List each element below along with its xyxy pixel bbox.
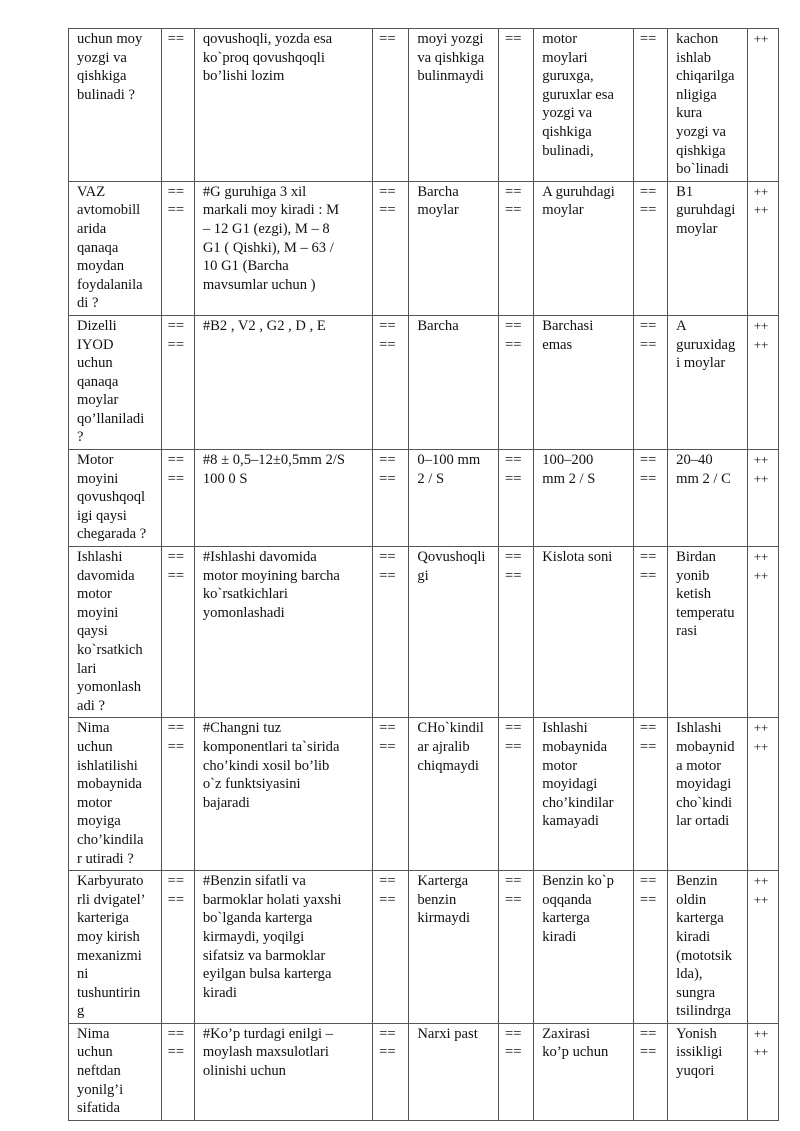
alternative-answer-cell: Barcha [409, 315, 499, 449]
marker-cell: ++ ++ [747, 547, 778, 718]
table-row [69, 29, 779, 182]
separator-cell: == == [373, 1023, 409, 1120]
marker-cell: ++ ++ [747, 1023, 778, 1120]
separator-cell: == [498, 29, 533, 182]
table-row [69, 450, 779, 547]
separator-cell: == == [161, 718, 194, 871]
question-cell: Ishlashi davomida motor moyini qaysi ko`rsatkich lari yomonlash adi ? [69, 547, 162, 718]
alternative-answer-cell: Qovushoqli gi [409, 547, 499, 718]
separator-cell: == == [161, 315, 194, 449]
separator-cell: == == [633, 871, 667, 1024]
question-cell: Karbyurato rli dvigatel’ karteriga moy kirish mexanizmi ni tushuntirin g [69, 871, 162, 1024]
marker-cell: ++ [747, 29, 778, 182]
separator-cell: == [161, 29, 194, 182]
alternative-answer-cell: Ishlashi mobaynida motor moyidagi cho’kindilar kamayadi [534, 718, 634, 871]
question-cell: Nima uchun ishlatilishi mobaynida motor moyiga cho’kindila r utiradi ? [69, 718, 162, 871]
alternative-answer-cell: Ishlashi mobaynid a motor moyidagi cho`kindi lar ortadi [668, 718, 748, 871]
separator-cell: == == [633, 1023, 667, 1120]
correct-answer-cell: #Benzin sifatli va barmoklar holati yaxshi bo`lganda karterga kirmaydi, yoqilgi sifatsiz va barmoklar eyilgan bulsa karterga kiradi [194, 871, 372, 1024]
alternative-answer-cell: Barchasi emas [534, 315, 634, 449]
correct-answer-cell: #Changni tuz komponentlari ta`sirida cho’kindi xosil bo’lib o`z funktsiyasini bajaradi [194, 718, 372, 871]
separator-cell: == == [161, 547, 194, 718]
alternative-answer-cell: motor moylari guruxga, guruxlar esa yozgi va qishkiga bulinadi, [534, 29, 634, 182]
correct-answer-cell: qovushoqli, yozda esa ko`proq qovushqoqli bo’lishi lozim [194, 29, 372, 182]
marker-cell: ++ ++ [747, 718, 778, 871]
question-cell: uchun moy yozgi va qishkiga bulinadi ? [69, 29, 162, 182]
separator-cell: == [373, 29, 409, 182]
correct-answer-cell: #B2 , V2 , G2 , D , E [194, 315, 372, 449]
separator-cell: == == [161, 181, 194, 315]
alternative-answer-cell: Karterga benzin kirmaydi [409, 871, 499, 1024]
separator-cell: == == [373, 450, 409, 547]
question-cell: Dizelli IYOD uchun qanaqa moylar qo’llaniladi ? [69, 315, 162, 449]
separator-cell: == == [373, 547, 409, 718]
table-row [69, 871, 779, 1024]
separator-cell: == == [161, 450, 194, 547]
marker-cell: ++ ++ [747, 450, 778, 547]
alternative-answer-cell: 100–200 mm 2 / S [534, 450, 634, 547]
separator-cell: == [633, 29, 667, 182]
alternative-answer-cell: A guruhdagi moylar [534, 181, 634, 315]
alternative-answer-cell: CHo`kindil ar ajralib chiqmaydi [409, 718, 499, 871]
table-body [69, 29, 779, 1121]
marker-cell: ++ ++ [747, 871, 778, 1024]
alternative-answer-cell: moyi yozgi va qishkiga bulinmaydi [409, 29, 499, 182]
alternative-answer-cell: Zaxirasi ko’p uchun [534, 1023, 634, 1120]
alternative-answer-cell: Barcha moylar [409, 181, 499, 315]
alternative-answer-cell: B1 guruhdagi moylar [668, 181, 748, 315]
alternative-answer-cell: kachon ishlab chiqarilga nligiga kura yozgi va qishkiga bo`linadi [668, 29, 748, 182]
separator-cell: == == [498, 450, 533, 547]
alternative-answer-cell: Benzin ko`p oqqanda karterga kiradi [534, 871, 634, 1024]
separator-cell: == == [498, 718, 533, 871]
alternative-answer-cell: Kislota soni [534, 547, 634, 718]
separator-cell: == == [498, 315, 533, 449]
separator-cell: == == [633, 450, 667, 547]
correct-answer-cell: #G guruhiga 3 xil markali moy kiradi : M – 12 G1 (ezgi), M – 8 G1 ( Qishki), M – 63 / 10 G1 (Barcha mavsumlar uchun ) [194, 181, 372, 315]
table-row [69, 1023, 779, 1120]
separator-cell: == == [633, 547, 667, 718]
test-questions-table [68, 28, 779, 1121]
table-row [69, 315, 779, 449]
separator-cell: == == [373, 315, 409, 449]
separator-cell: == == [498, 547, 533, 718]
separator-cell: == == [161, 871, 194, 1024]
alternative-answer-cell: A guruxidag i moylar [668, 315, 748, 449]
separator-cell: == == [498, 181, 533, 315]
separator-cell: == == [161, 1023, 194, 1120]
correct-answer-cell: #Ishlashi davomida motor moyining barcha ko`rsatkichlari yomonlashadi [194, 547, 372, 718]
alternative-answer-cell: Benzin oldin karterga kiradi (mototsik lda), sungra tsilindrga [668, 871, 748, 1024]
table-row [69, 181, 779, 315]
alternative-answer-cell: Birdan yonib ketish temperatu rasi [668, 547, 748, 718]
table-row [69, 718, 779, 871]
correct-answer-cell: #8 ± 0,5–12±0,5mm 2/S 100 0 S [194, 450, 372, 547]
question-cell: Nima uchun neftdan yonilg’i sifatida [69, 1023, 162, 1120]
alternative-answer-cell: 20–40 mm 2 / C [668, 450, 748, 547]
separator-cell: == == [373, 871, 409, 1024]
marker-cell: ++ ++ [747, 315, 778, 449]
separator-cell: == == [633, 315, 667, 449]
separator-cell: == == [373, 718, 409, 871]
alternative-answer-cell: Yonish issikligi yuqori [668, 1023, 748, 1120]
alternative-answer-cell: Narxi past [409, 1023, 499, 1120]
correct-answer-cell: #Ko’p turdagi enilgi – moylash maxsulotlari olinishi uchun [194, 1023, 372, 1120]
separator-cell: == == [633, 718, 667, 871]
table-row [69, 547, 779, 718]
question-cell: Motor moyini qovushqoql igi qaysi chegarada ? [69, 450, 162, 547]
separator-cell: == == [498, 871, 533, 1024]
separator-cell: == == [633, 181, 667, 315]
separator-cell: == == [498, 1023, 533, 1120]
separator-cell: == == [373, 181, 409, 315]
alternative-answer-cell: 0–100 mm 2 / S [409, 450, 499, 547]
question-cell: VAZ avtomobill arida qanaqa moydan foydalanila di ? [69, 181, 162, 315]
marker-cell: ++ ++ [747, 181, 778, 315]
